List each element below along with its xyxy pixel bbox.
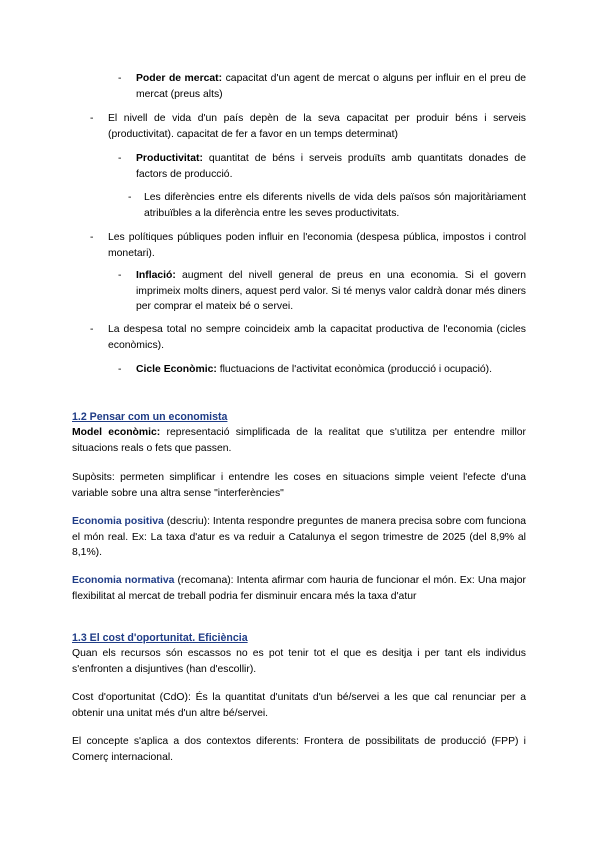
term-productivitat: Productivitat: — [136, 153, 203, 164]
bullet-dash: - — [118, 270, 122, 281]
bullet-dash: - — [118, 73, 122, 84]
paragraph-economia-positiva — [72, 514, 526, 561]
bullet-productivitat — [136, 151, 526, 182]
text-cicle: fluctuacions de l'activitat econòmica (producció i ocupació). — [216, 364, 493, 375]
text-model: representació simplificada de la realitat que s'utilitza per entendre millor situacions reals o fets que passen. — [72, 427, 526, 454]
bullet-cicle — [136, 362, 526, 378]
text-productivitat: quantitat de béns i serveis produïts amb quantitats donades de factors de producció. — [136, 153, 526, 180]
bullet-nivell-vida: El nivell de vida d'un país depèn de la seva capacitat per produir béns i serveis (productivitat). capacitat de fer a favor en un temps determinat) — [108, 113, 526, 140]
paragraph-economia-normativa — [72, 573, 526, 604]
paragraph-suposits: Supòsits: permeten simplificar i entendre les coses en situacions simple veient l'efecte d'una variable sobre una altra sense "interferències" — [72, 472, 526, 499]
bullet-dash: - — [118, 364, 122, 375]
bullet-dash: - — [90, 232, 94, 243]
term-model: Model econòmic: — [72, 427, 161, 438]
text-poder-mercat: capacitat d'un agent de mercat o alguns per influir en el preu de mercat (preus alts) — [136, 73, 527, 100]
term-poder-mercat: Poder de mercat: — [136, 73, 223, 84]
bullet-dash: - — [128, 192, 132, 203]
bullet-dash: - — [90, 324, 94, 335]
bullet-despesa: La despesa total no sempre coincideix amb la capacitat productiva de l'economia (cicles econòmics). — [108, 324, 526, 351]
paragraph-recursos-escassos: Quan els recursos són escassos no es pot tenir tot el que es desitja i per tant els individus s'enfronten a disjuntives (han d'escollir). — [72, 648, 526, 675]
term-cicle: Cicle Econòmic: — [136, 364, 217, 375]
term-economia-positiva: Economia positiva — [72, 516, 164, 527]
bullet-inflacio — [136, 268, 526, 315]
term-economia-normativa: Economia normativa — [72, 575, 175, 586]
bullet-politiques: Les polítiques públiques poden influir en l'economia (despesa pública, impostos i control monetari). — [108, 232, 526, 259]
paragraph-model — [72, 425, 526, 456]
text-economia-positiva: (descriu): Intenta respondre preguntes de manera precisa sobre com funciona el món real. Ex: La taxa d'atur es va reduir a Catalunya el segon trimestre de 2025 (del 8,9% al 8,1%). — [72, 516, 526, 558]
section-heading-1-2: 1.2 Pensar com un economista — [72, 411, 228, 423]
bullet-poder-mercat — [136, 71, 526, 102]
section-heading-1-3: 1.3 El cost d'oportunitat. Eficiència — [72, 632, 248, 644]
bullet-dash: - — [90, 113, 94, 124]
paragraph-concepte-contextos: El concepte s'aplica a dos contextos diferents: Frontera de possibilitats de producció (FPP) i Comerç internacional. — [72, 736, 526, 763]
paragraph-cost-oportunitat: Cost d'oportunitat (CdO): És la quantitat d'unitats d'un bé/servei a les que cal renunciar per a obtenir una unitat més d'un altre bé/servei. — [72, 692, 526, 719]
bullet-dash: - — [118, 153, 122, 164]
term-inflacio: Inflació: — [136, 270, 176, 281]
text-economia-normativa: (recomana): Intenta afirmar com hauria de funcionar el món. Ex: Una major flexibilitat al mercat de treball podria fer disminuir encara més la taxa d'atur — [72, 575, 526, 602]
text-inflacio: augment del nivell general de preus en una economia. Si el govern imprimeix molts diners, aquest perd valor. Si té menys valor caldrà donar més diners per comprar el mateix bé o servei. — [136, 270, 526, 312]
bullet-diferencies: Les diferències entre els diferents nivells de vida dels països són majoritàriament atribuïbles a la diferència entre les seves productivitats. — [144, 192, 526, 219]
